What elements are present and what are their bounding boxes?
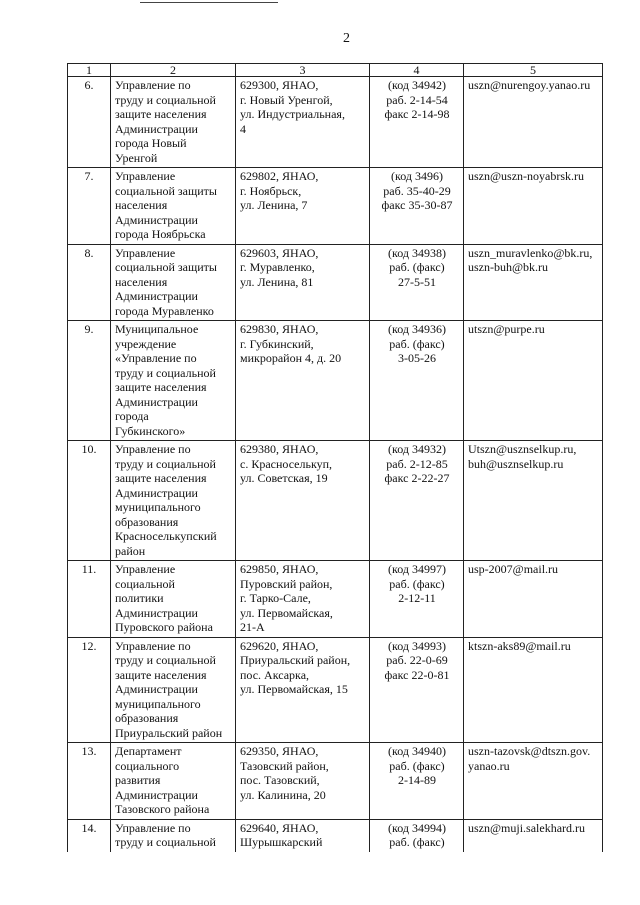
org-name-line: защите населения <box>115 471 207 485</box>
phone-line: (код 3496) <box>391 169 443 183</box>
org-name-line: социальной <box>115 576 175 591</box>
org-name-line: Уренгой <box>115 150 158 165</box>
email-line: uszn@nurengoy.yanao.ru <box>468 78 591 92</box>
address-cell <box>236 244 370 321</box>
address-cell <box>236 819 370 852</box>
org-name-cell <box>111 819 236 852</box>
column-header: 4 <box>370 64 464 77</box>
phone-cell <box>370 441 464 561</box>
column-header: 1 <box>68 64 111 77</box>
org-name-line: Управление <box>115 562 176 576</box>
table-row <box>68 637 603 743</box>
org-name-line: Управление по <box>115 820 191 835</box>
address-line: Тазовский район, <box>240 758 329 773</box>
phone-line: раб. (факс) <box>389 336 445 351</box>
email-line: uszn-tazovsk@dtszn.gov. <box>468 744 591 758</box>
org-name-line: Управление по <box>115 638 191 653</box>
address-line: 629830, ЯНАО, <box>240 322 319 336</box>
phone-line: 2-14-89 <box>398 773 436 787</box>
phone-cell <box>370 819 464 852</box>
email-cell <box>464 637 603 743</box>
phone-line: (код 34936) <box>388 322 446 336</box>
email-cell <box>464 244 603 321</box>
phone-cell <box>370 168 464 245</box>
phone-line: раб. 22-0-69 <box>386 653 448 667</box>
email-line: uszn_muravlenko@bk.ru, <box>468 245 593 260</box>
org-name-cell <box>111 244 236 321</box>
address-line: г. Тарко-Сале, <box>240 591 311 605</box>
org-name-cell <box>111 168 236 245</box>
org-name-line: Администрации <box>115 682 198 696</box>
org-name-line: города Новый <box>115 136 187 150</box>
org-name-line: политики <box>115 591 164 605</box>
org-name-line: труду и социальной <box>115 653 216 667</box>
table-row <box>68 743 603 820</box>
table-row <box>68 441 603 561</box>
org-name-line: Управление <box>115 245 176 260</box>
org-name-line: защите населения <box>115 380 207 394</box>
org-name-line: труду и социальной <box>115 456 216 471</box>
phone-line: (код 34938) <box>388 245 446 260</box>
address-line: ул. Индустриальная, <box>240 107 345 121</box>
phone-line: 3-05-26 <box>398 351 436 365</box>
phone-line: факс 35-30-87 <box>381 198 453 212</box>
org-name-line: защите населения <box>115 667 207 682</box>
org-name-line: образования <box>115 514 179 529</box>
phone-line: (код 34994) <box>388 820 446 835</box>
email-cell <box>464 441 603 561</box>
address-cell <box>236 743 370 820</box>
address-line: ул. Советская, 19 <box>240 471 328 485</box>
address-line: Приуральский район, <box>240 653 351 667</box>
phone-line: 27-5-51 <box>398 274 436 289</box>
email-line: usp-2007@mail.ru <box>468 562 559 576</box>
table-row <box>68 77 603 168</box>
row-number: 10. <box>68 441 111 561</box>
address-line: 629620, ЯНАО, <box>240 638 319 653</box>
address-line: 629380, ЯНАО, <box>240 442 319 456</box>
column-header: 5 <box>464 64 603 77</box>
org-name-line: защите населения <box>115 107 207 121</box>
email-cell <box>464 77 603 168</box>
email-line: uszn-buh@bk.ru <box>468 260 549 274</box>
phone-line: раб. (факс) <box>389 576 445 591</box>
org-name-cell <box>111 561 236 638</box>
table-row <box>68 168 603 245</box>
address-line: пос. Тазовский, <box>240 773 320 787</box>
row-number: 8. <box>68 244 111 321</box>
address-cell <box>236 561 370 638</box>
top-rule <box>140 2 278 3</box>
email-line: yanao.ru <box>468 758 510 773</box>
phone-line: 2-12-11 <box>398 591 436 605</box>
email-cell <box>464 819 603 852</box>
email-cell <box>464 321 603 441</box>
email-cell <box>464 743 603 820</box>
email-line: utszn@purpe.ru <box>468 322 545 336</box>
org-name-cell <box>111 637 236 743</box>
org-name-line: муниципального <box>115 500 201 514</box>
org-name-cell <box>111 321 236 441</box>
phone-line: (код 34993) <box>388 638 446 653</box>
row-number: 7. <box>68 168 111 245</box>
email-line: Utszn@usznselkup.ru, <box>468 442 577 456</box>
org-name-line: Администрации <box>115 212 198 227</box>
phone-cell <box>370 77 464 168</box>
phone-line: факс 22-0-81 <box>384 667 450 682</box>
org-name-line: муниципального <box>115 696 201 711</box>
org-name-line: развития <box>115 773 161 787</box>
table-row <box>68 819 603 852</box>
phone-line: (код 34932) <box>388 442 446 456</box>
address-line: г. Новый Уренгой, <box>240 92 333 107</box>
org-name-line: населения <box>115 198 168 212</box>
address-line: 629300, ЯНАО, <box>240 78 319 92</box>
row-number: 11. <box>68 561 111 638</box>
row-number: 12. <box>68 637 111 743</box>
phone-cell <box>370 561 464 638</box>
org-name-cell <box>111 743 236 820</box>
phone-line: раб. 2-12-85 <box>386 456 448 471</box>
phone-line: раб. (факс) <box>389 260 445 274</box>
address-line: микрорайон 4, д. 20 <box>240 351 342 365</box>
address-line: 629640, ЯНАО, <box>240 820 319 835</box>
address-line: Шурышкарский <box>240 835 323 849</box>
address-line: г. Губкинский, <box>240 336 314 351</box>
address-line: 629603, ЯНАО, <box>240 245 319 260</box>
address-line: г. Муравленко, <box>240 260 315 274</box>
email-line: uszn@uszn-noyabrsk.ru <box>468 169 585 183</box>
page-number: 2 <box>343 31 350 46</box>
phone-cell <box>370 637 464 743</box>
address-line: ул. Ленина, 7 <box>240 198 308 212</box>
org-name-line: Администрации <box>115 787 198 802</box>
org-name-line: Муниципальное <box>115 322 199 336</box>
address-cell <box>236 321 370 441</box>
org-name-line: учреждение <box>115 336 177 351</box>
org-name-line: труду и социальной <box>115 92 216 107</box>
org-name-line: населения <box>115 274 168 289</box>
phone-line: (код 34997) <box>388 562 446 576</box>
address-cell <box>236 168 370 245</box>
column-header: 2 <box>111 64 236 77</box>
org-name-line: Приуральский район <box>115 725 223 740</box>
org-name-line: социальной защиты <box>115 260 217 274</box>
phone-cell <box>370 244 464 321</box>
email-cell <box>464 561 603 638</box>
org-name-line: район <box>115 543 146 558</box>
table-row <box>68 561 603 638</box>
address-cell <box>236 77 370 168</box>
phone-line: (код 34940) <box>388 744 446 758</box>
phone-cell <box>370 743 464 820</box>
address-line: г. Ноябрьск, <box>240 183 302 198</box>
org-name-line: Пуровского района <box>115 620 213 634</box>
org-name-line: труду и социальной <box>115 365 216 380</box>
address-line: пос. Аксарка, <box>240 667 310 682</box>
phone-line: раб. (факс) <box>389 835 445 849</box>
org-name-line: Администрации <box>115 605 198 620</box>
address-cell <box>236 441 370 561</box>
org-name-line: Красноселькупский <box>115 529 217 543</box>
row-number: 9. <box>68 321 111 441</box>
phone-line: раб. (факс) <box>389 758 445 773</box>
row-number: 6. <box>68 77 111 168</box>
phone-line: раб. 35-40-29 <box>383 183 451 198</box>
org-name-line: города Ноябрьска <box>115 227 206 241</box>
org-name-line: труду и социальной <box>115 835 216 849</box>
address-line: с. Красноселькуп, <box>240 456 333 471</box>
org-name-line: Управление по <box>115 442 191 456</box>
email-line: uszn@muji.salekhard.ru <box>468 820 586 835</box>
org-name-line: Администрации <box>115 289 198 303</box>
column-number-row <box>68 64 603 77</box>
phone-line: (код 34942) <box>388 78 446 92</box>
phone-cell <box>370 321 464 441</box>
org-name-line: Тазовского района <box>115 802 210 816</box>
org-name-line: «Управление по <box>115 351 197 365</box>
column-header: 3 <box>236 64 370 77</box>
org-name-line: социального <box>115 758 180 773</box>
address-line: 4 <box>240 121 246 136</box>
table-row <box>68 321 603 441</box>
row-number: 14. <box>68 819 111 852</box>
org-name-line: Администрации <box>115 121 198 136</box>
address-line: 629350, ЯНАО, <box>240 744 319 758</box>
address-line: 629850, ЯНАО, <box>240 562 319 576</box>
phone-line: раб. 2-14-54 <box>386 92 448 107</box>
org-name-line: Администрации <box>115 394 198 409</box>
email-line: ktszn-aks89@mail.ru <box>468 638 571 653</box>
org-name-line: города Муравленко <box>115 303 214 318</box>
address-line: ул. Первомайская, <box>240 605 333 620</box>
org-name-line: Администрации <box>115 485 198 500</box>
org-name-line: социальной защиты <box>115 183 217 198</box>
org-name-line: города <box>115 409 149 423</box>
address-line: Пуровский район, <box>240 576 333 591</box>
org-name-line: Управление <box>115 169 176 183</box>
org-name-line: Департамент <box>115 744 182 758</box>
phone-line: факс 2-22-27 <box>384 471 450 485</box>
row-number: 13. <box>68 743 111 820</box>
address-cell <box>236 637 370 743</box>
address-line: ул. Калинина, 20 <box>240 787 326 802</box>
org-name-line: Губкинского» <box>115 423 186 438</box>
address-line: 21-А <box>240 620 265 634</box>
org-name-cell <box>111 77 236 168</box>
email-line: buh@usznselkup.ru <box>468 456 564 471</box>
address-line: 629802, ЯНАО, <box>240 169 319 183</box>
address-line: ул. Ленина, 81 <box>240 274 314 289</box>
phone-line: факс 2-14-98 <box>384 107 450 121</box>
table-row <box>68 244 603 321</box>
org-name-line: Управление по <box>115 78 191 92</box>
org-name-cell <box>111 441 236 561</box>
email-cell <box>464 168 603 245</box>
org-name-line: образования <box>115 711 179 725</box>
address-line: ул. Первомайская, 15 <box>240 682 348 696</box>
social-protection-offices-table <box>67 63 603 852</box>
